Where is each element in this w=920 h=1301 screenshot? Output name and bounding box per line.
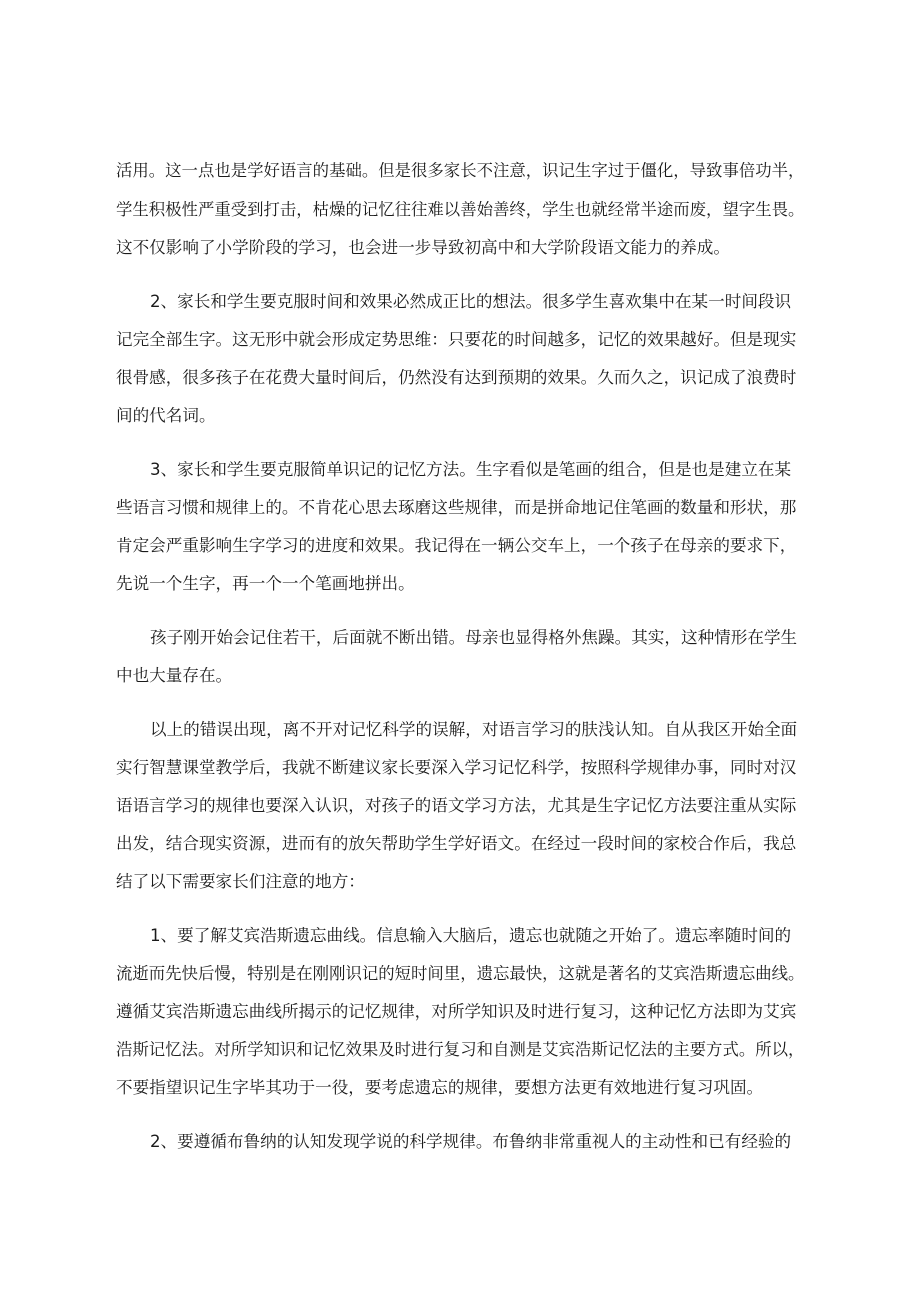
paragraph-line: 实行智慧课堂教学后，我就不断建议家长要深入学习记忆科学，按照科学规律办事，同时对汉 <box>116 758 797 777</box>
paragraph-line: 学生积极性严重受到打击，枯燥的记忆往往难以善始善终，学生也就经常半途而废，望字生畏。 <box>116 200 805 219</box>
paragraph-line: 结了以下需要家长们注意的地方： <box>116 872 365 891</box>
paragraph-line: 不要指望识记生字毕其功于一役，要考虑遗忘的规律，要想方法更有效地进行复习巩固。 <box>116 1078 764 1097</box>
paragraph-line: 活用。这一点也是学好语言的基础。但是很多家长不注意，识记生字过于僵化，导致事倍功半， <box>116 161 805 180</box>
paragraph-line: 出发，结合现实资源，进而有的放矢帮助学生学好语文。在经过一段时间的家校合作后，我总 <box>116 834 797 853</box>
paragraph-line: 2、要遵循布鲁纳的认知发现学说的科学规律。布鲁纳非常重视人的主动性和已有经验的 <box>150 1132 792 1151</box>
paragraph-line: 1、要了解艾宾浩斯遗忘曲线。信息输入大脑后，遗忘也就随之开始了。遗忘率随时间的 <box>150 926 792 945</box>
paragraph-line: 肯定会严重影响生字学习的进度和效果。我记得在一辆公交车上，一个孩子在母亲的要求下， <box>116 536 797 555</box>
paragraph-line: 先说一个生字，再一个一个笔画地拼出。 <box>116 574 415 593</box>
paragraph-line: 中也大量存在。 <box>116 666 233 685</box>
paragraph-line: 这不仅影响了小学阶段的学习，也会进一步导致初高中和大学阶段语文能力的养成。 <box>116 238 730 257</box>
paragraph-line: 流逝而先快后慢，特别是在刚刚识记的短时间里，遗忘最快，这就是著名的艾宾浩斯遗忘曲线。 <box>116 964 805 983</box>
paragraph-line: 些语言习惯和规律上的。不肯花心思去琢磨这些规律，而是拼命地记住笔画的数量和形状，那 <box>116 498 797 517</box>
paragraph-line: 间的代名词。 <box>116 406 216 425</box>
paragraph-line: 记完全部生字。这无形中就会形成定势思维：只要花的时间越多，记忆的效果越好。但是现实 <box>116 330 797 349</box>
paragraph-line: 遵循艾宾浩斯遗忘曲线所揭示的记忆规律，对所学知识及时进行复习，这种记忆方法即为艾宾 <box>116 1002 797 1021</box>
paragraph-line: 3、家长和学生要克服简单识记的记忆方法。生字看似是笔画的组合，但是也是建立在某 <box>150 460 792 479</box>
paragraph-line: 语语言学习的规律也要深入认识，对孩子的语文学习方法，尤其是生字记忆方法要注重从实际 <box>116 796 797 815</box>
paragraph-line: 以上的错误出现，离不开对记忆科学的误解，对语言学习的肤浅认知。自从我区开始全面 <box>150 720 798 739</box>
paragraph-line: 2、家长和学生要克服时间和效果必然成正比的想法。很多学生喜欢集中在某一时间段识 <box>150 292 792 311</box>
paragraph-line: 浩斯记忆法。对所学知识和记忆效果及时进行复习和自测是艾宾浩斯记忆法的主要方式。所以， <box>116 1040 805 1059</box>
paragraph-line: 孩子刚开始会记住若干，后面就不断出错。母亲也显得格外焦躁。其实，这种情形在学生 <box>150 628 798 647</box>
paragraph-line: 很骨感，很多孩子在花费大量时间后，仍然没有达到预期的效果。久而久之，识记成了浪费时 <box>116 368 797 387</box>
